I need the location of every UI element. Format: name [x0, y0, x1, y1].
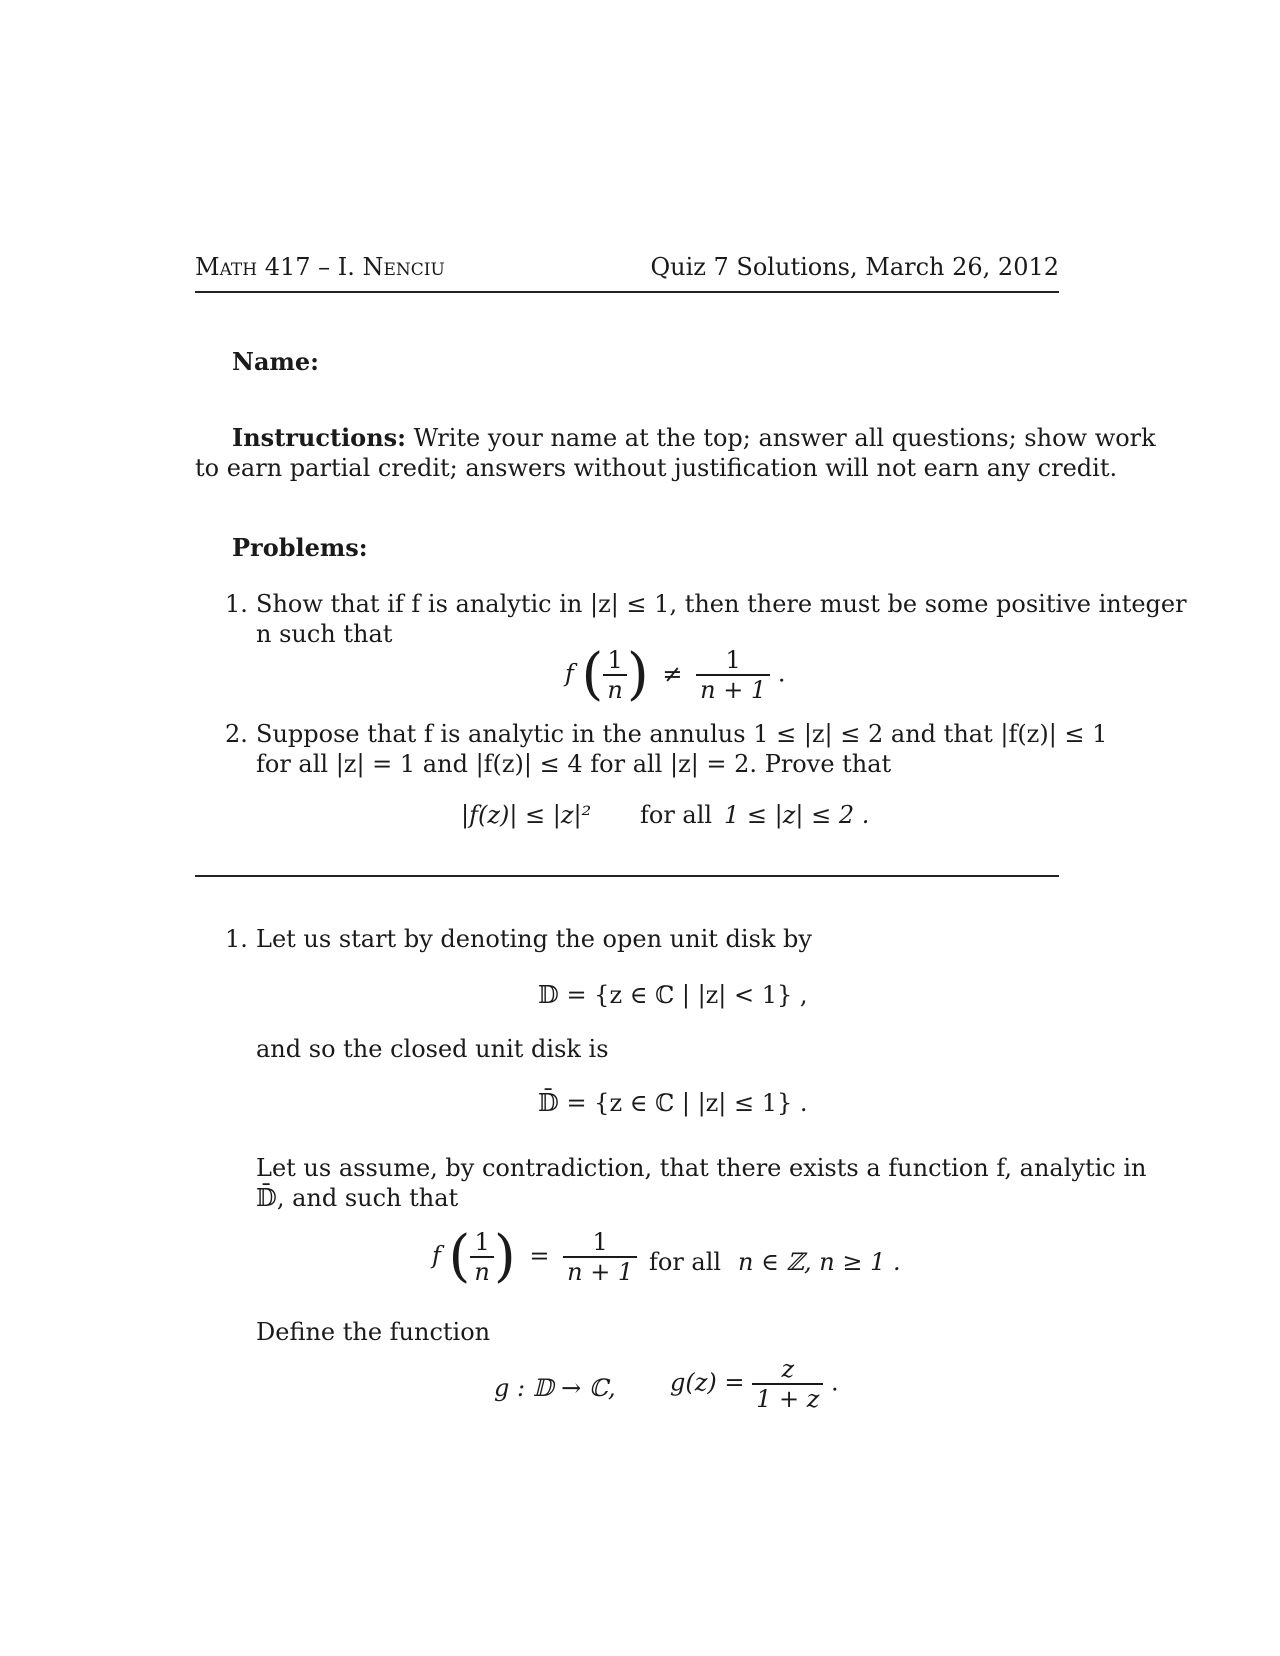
fraction-denominator: n — [603, 674, 626, 704]
g-lhs: g(z) = — [670, 1368, 745, 1397]
eq-symbol: f — [565, 659, 574, 688]
rhs-numerator: 1 — [725, 646, 741, 674]
solution1-number: 1. — [225, 925, 248, 953]
g-numerator: z — [781, 1355, 795, 1383]
g-period: . — [831, 1368, 839, 1397]
rhs-denominator: n + 1 — [563, 1256, 637, 1286]
eq-relation: = — [529, 1241, 550, 1270]
paren-open: ( — [581, 642, 604, 707]
paren-close: ) — [493, 1224, 516, 1289]
instructions-line1 — [232, 423, 1156, 453]
section-rule — [195, 875, 1059, 877]
problem1-line1: Show that if f is analytic in |z| ≤ 1, then there must be some positive integer — [256, 590, 1187, 618]
instructions-label: Instructions: — [232, 423, 407, 452]
closed-disk-intro: and so the closed unit disk is — [256, 1035, 609, 1063]
open-disk-equation: 𝔻 = {z ∈ ℂ | |z| < 1} , — [538, 981, 808, 1009]
eq-relation: ≠ — [662, 659, 683, 688]
instructions-line2: to earn partial credit; answers without justification will not earn any credit. — [195, 454, 1118, 482]
problem2-line2: for all |z| = 1 and |f(z)| ≤ 4 for all |z| = 2. Prove that — [256, 750, 892, 778]
problems-label: Problems: — [232, 533, 368, 562]
rhs-denominator: n + 1 — [696, 674, 770, 704]
problem1-equation — [565, 642, 786, 707]
assume-line1: Let us assume, by contradiction, that there exists a function f, analytic in — [256, 1154, 1147, 1182]
rhs-fraction — [696, 646, 770, 704]
fraction-numerator: 1 — [474, 1228, 490, 1256]
instructions-text-1: Write your name at the top; answer all questions; show work — [413, 424, 1156, 452]
fraction-denominator: n — [470, 1256, 493, 1286]
fraction-numerator: 1 — [607, 646, 623, 674]
problem2-number: 2. — [225, 720, 248, 748]
problem2-line1: Suppose that f is analytic in the annulus 1 ≤ |z| ≤ 2 and that |f(z)| ≤ 1 — [256, 720, 1108, 748]
problem1-line2: n such that — [256, 620, 393, 648]
eq-symbol: f — [432, 1241, 441, 1270]
problem1-number: 1. — [225, 590, 248, 618]
paren-open: ( — [448, 1224, 471, 1289]
rhs-fraction — [563, 1228, 637, 1286]
assumption-condition: n ∈ ℤ, n ≥ 1 . — [738, 1248, 901, 1276]
define-function-text: Define the function — [256, 1318, 491, 1346]
header-rule — [195, 291, 1059, 293]
closed-disk-equation: 𝔻̄ = {z ∈ ℂ | |z| ≤ 1} . — [538, 1089, 808, 1117]
g-fraction — [752, 1355, 823, 1413]
course-header: Math 417 – I. Nenciu — [195, 253, 445, 281]
assumption-for-all: for all — [649, 1248, 722, 1276]
solution1-intro: Let us start by denoting the open unit disk by — [256, 925, 812, 953]
g-mapping: g : 𝔻 → ℂ, — [494, 1374, 616, 1402]
fraction — [603, 646, 626, 704]
name-label: Name: — [232, 347, 320, 376]
eq-period: . — [777, 659, 786, 688]
problem2-eq-mid: for all — [640, 801, 713, 829]
assume-line2: 𝔻̄, and such that — [256, 1184, 459, 1212]
problem2-eq-left: |f(z)| ≤ |z|² — [461, 801, 592, 829]
assumption-equation — [432, 1224, 637, 1289]
problem2-eq-right: 1 ≤ |z| ≤ 2 . — [724, 801, 870, 829]
quiz-info-header: Quiz 7 Solutions, March 26, 2012 — [650, 253, 1059, 281]
paren-close: ) — [626, 642, 649, 707]
rhs-numerator: 1 — [592, 1228, 608, 1256]
g-denominator: 1 + z — [752, 1383, 823, 1413]
g-definition — [670, 1355, 839, 1413]
fraction — [470, 1228, 493, 1286]
